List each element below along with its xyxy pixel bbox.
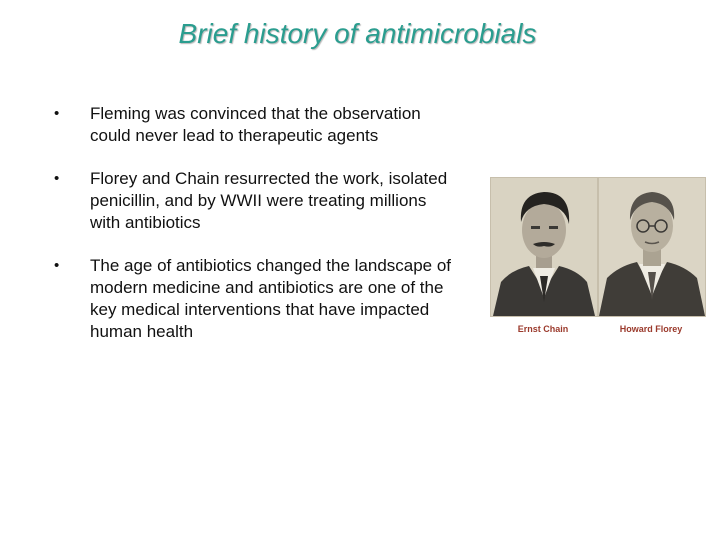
portrait-figure	[484, 177, 706, 340]
bullet-marker: •	[54, 170, 60, 187]
bullet-item	[52, 168, 452, 234]
portrait-photo-ernst-chain	[490, 177, 598, 317]
bullet-list	[52, 103, 452, 364]
bullet-item	[52, 103, 452, 147]
bullet-text: Fleming was convinced that the observation could never lead to therapeutic agents	[90, 104, 421, 145]
portrait-caption: Howard Florey	[619, 324, 683, 334]
portrait-caption: Ernst Chain	[517, 324, 569, 334]
portrait-illustration	[599, 178, 705, 316]
portrait-illustration	[491, 178, 597, 316]
slide-title: Brief history of antimicrobials	[178, 18, 537, 49]
bullet-text: The age of antibiotics changed the landscape of modern medicine and antibiotics are one of the key medical interventions that have impacted human health	[90, 256, 452, 341]
portrait-photo-howard-florey	[598, 177, 706, 317]
bullet-text: Florey and Chain resurrected the work, isolated penicillin, and by WWII were treating millions with antibiotics	[90, 169, 448, 232]
bullet-marker: •	[54, 105, 60, 122]
bullet-marker: •	[54, 257, 60, 274]
bullet-item	[52, 255, 452, 343]
